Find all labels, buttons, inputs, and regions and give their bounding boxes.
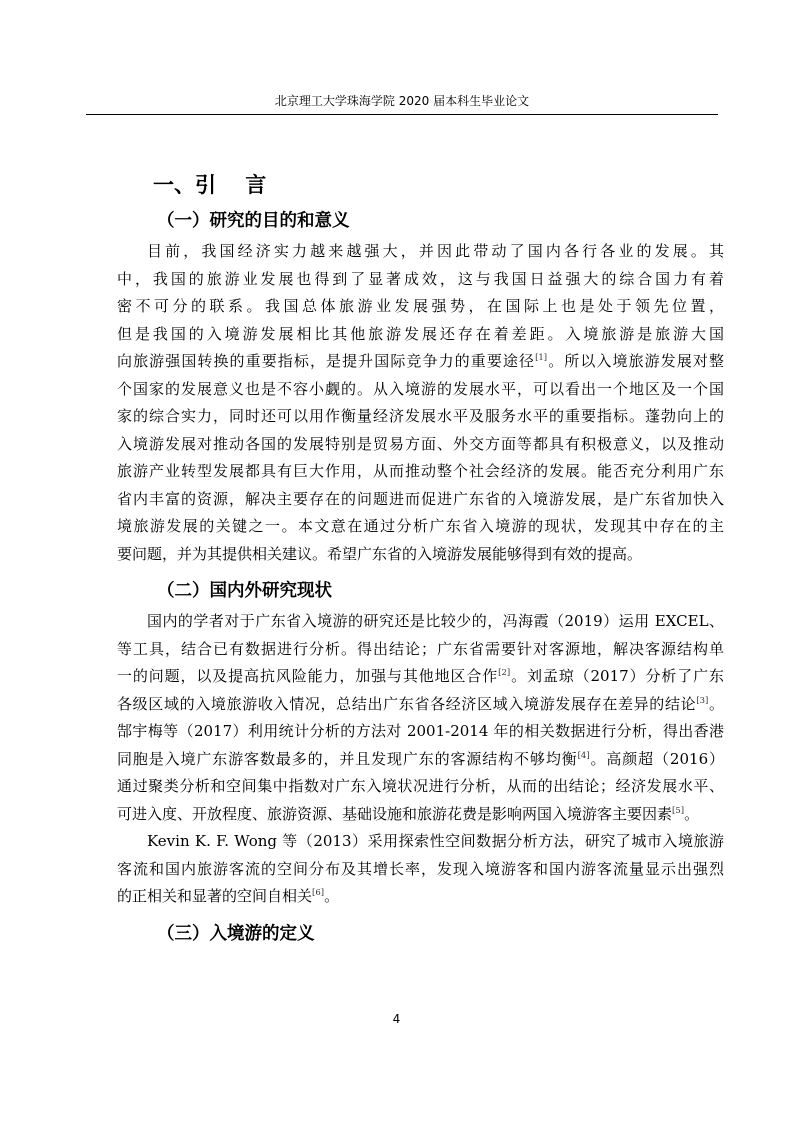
text-line [117, 663, 724, 691]
text-span: 各级区域的入境旅游收入情况，总结出广东省各经济区域入境游发展存在差异的结论 [117, 694, 697, 713]
text-span: 。 [684, 804, 700, 823]
text-span: 。高颜超（2016） [589, 749, 724, 768]
paragraph-research-status [117, 608, 724, 828]
citation-2: [2] [498, 668, 511, 678]
text-span: 可进入度、开放程度、旅游资源、基础设施和旅游花费是影响两国入境游客主要因素 [117, 804, 673, 823]
text-line: 家的综合实力，同时还可以用作衡量经济发展水平及服务水平的重要指标。蓬勃向上的 [117, 407, 724, 425]
citation-5: [5] [672, 805, 685, 816]
text-line: 等工具，结合已有数据进行分析。得出结论；广东省需要针对客源地，解决客源结构单 [117, 639, 724, 658]
text-span: 。刘孟琼（2017）分析了广东 [510, 667, 724, 685]
text-span: 向旅游强国转换的重要指标，是提升国际竞争力的重要途径 [117, 352, 536, 370]
text-span: 一的问题，以及提高抗风险能力，加强与其他地区合作 [117, 667, 499, 685]
text-line: Kevin K. F. Wong 等（2013）采用探索性空间数据分析方法，研究了城市入境旅游 [147, 832, 724, 850]
text-line: 要问题，并为其提供相关建议。希望广东省的入境游发展能够得到有效的提高。 [117, 544, 643, 563]
section-heading-purpose: （一）研究的目的和意义 [157, 211, 350, 231]
text-line: 客流和国内旅游客流的空间分布及其增长率，发现入境游客和国内游客流量显示出强烈 [117, 859, 724, 878]
text-line: 中，我国的旅游业发展也得到了显著成效，这与我国日益强大的综合国力有着 [117, 269, 724, 288]
citation-1: [1] [535, 353, 548, 363]
text-line: 入境游发展对推动各国的发展特别是贸易方面、外交方面等都具有积极意义，以及推动 [117, 434, 724, 453]
text-line [117, 746, 724, 774]
running-header: 北京理工大学珠海学院 2020 届本科生毕业论文 [274, 94, 530, 108]
header-rule [86, 114, 718, 115]
text-line: 国内的学者对于广东省入境游的研究还是比较少的，冯海霞（2019）运用 EXCEL、 [147, 612, 724, 630]
page-content [117, 168, 724, 951]
text-span: 。 [708, 694, 724, 713]
chapter-title: 一、引 言 [153, 173, 267, 197]
text-line: 旅游产业转型发展都具有巨大作用，从而推动整个社会经济的发展。能否充分利用广东 [117, 462, 724, 480]
citation-4: [4] [577, 750, 590, 761]
text-line: 境旅游发展的关键之一。本文意在通过分析广东省入境游的现状，发现其中存在的主 [117, 517, 724, 535]
text-line: 密不可分的联系。我国总体旅游业发展强势，在国际上也是处于领先位置， [117, 297, 724, 315]
citation-3: [3] [696, 695, 709, 706]
text-line: 但是我国的入境游发展相比其他旅游发展还存在着差距。入境旅游是旅游大国 [117, 324, 724, 343]
text-line: 个国家的发展意义也是不容小觑的。从入境游的发展水平，可以看出一个地区及一个国 [117, 379, 724, 398]
text-line: 郜宇梅等（2017）利用统计分析的方法对 2001-2014 年的相关数据进行分析，得出香港 [117, 722, 724, 740]
citation-6: [6] [312, 888, 325, 898]
text-line: 目前，我国经济实力越来越强大，并因此带动了国内各行各业的发展。其 [147, 242, 724, 260]
text-span: 同胞是入境广东游客数最多的，并且发现广东的客源结构不够均衡 [117, 749, 578, 768]
text-line [117, 348, 724, 376]
text-line: 省内丰富的资源，解决主要存在的问题进而促进广东省的入境游发展，是广东省加快入 [117, 489, 724, 508]
text-line [117, 883, 724, 911]
text-span: 。 [324, 887, 340, 905]
section-heading-research-status: （二）国内外研究现状 [157, 581, 332, 601]
text-line [117, 691, 724, 719]
section-heading-definition: （三）入境游的定义 [157, 923, 315, 944]
text-line [117, 801, 724, 829]
paragraph-purpose [117, 238, 724, 568]
page-number: 4 [392, 1012, 401, 1026]
paragraph-wong [117, 828, 724, 911]
text-line: 通过聚类分析和空间集中指数对广东入境状况进行分析，从而的出结论；经济发展水平、 [117, 777, 724, 795]
text-span: 的正相关和显著的空间自相关 [117, 887, 313, 905]
text-span: 。所以入境旅游发展对整 [547, 352, 724, 370]
